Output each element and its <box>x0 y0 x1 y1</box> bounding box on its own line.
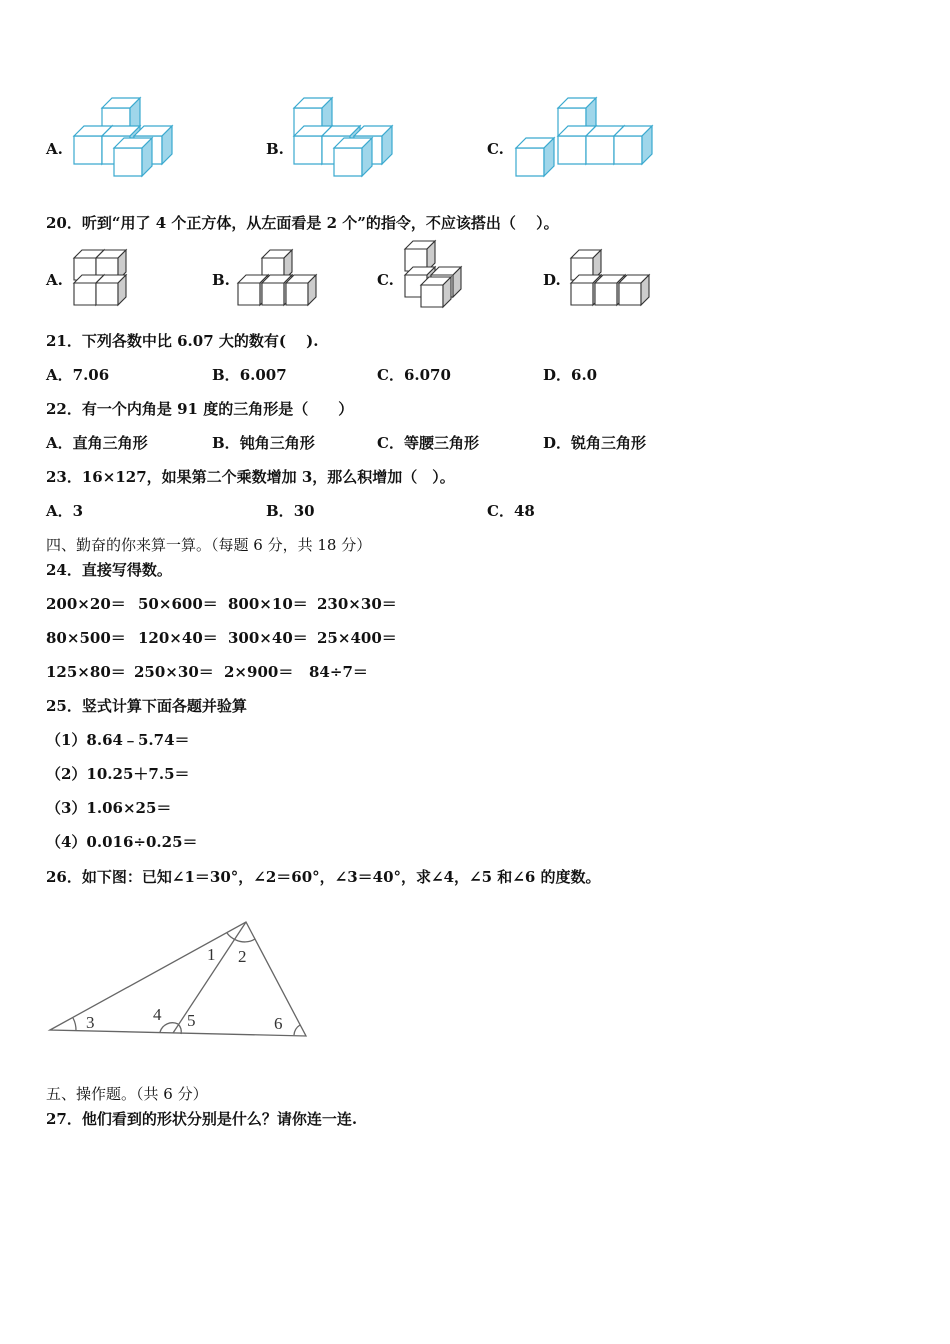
q23-option-c-text: 48 <box>513 502 535 520</box>
section-5-title: 五、操作题。（共 6 分） <box>46 1085 208 1103</box>
q25-item-4: （4）0.016÷0.25＝ <box>46 833 198 851</box>
q24-r3-c3: 2×900＝ <box>224 663 294 681</box>
angle-label-1: 1 <box>207 945 216 964</box>
q21-stem: 21．下列各数中比 6.07 大的数有( ). <box>46 332 319 350</box>
q23-stem: 23．16×127，如果第二个乘数增加 3，那么积增加（ ）。 <box>46 468 455 486</box>
q21-option-c-text: 6.070 <box>403 366 451 384</box>
q23-option-b-label: B． <box>266 502 294 520</box>
q20-stem: 20．听到“用了 4 个正方体，从左面看是 2 个”的指令，不应该搭出（ ）。 <box>46 214 559 232</box>
q21-option-d-text: 6.0 <box>571 366 598 384</box>
q20-option-a-label: A. <box>46 271 63 289</box>
q25-item-2: （2）10.25＋7.5＝ <box>46 765 190 783</box>
q20-option-b-label: B. <box>212 271 230 289</box>
q23-option-b-text: 30 <box>293 502 315 520</box>
angle-label-3: 3 <box>86 1013 95 1032</box>
q24-r1-c3: 800×10＝ <box>228 595 308 613</box>
q21-option-b-text: 6.007 <box>239 366 287 384</box>
q24-r2-c1: 80×500＝ <box>46 629 126 647</box>
q22-option-d-label: D． <box>543 434 572 452</box>
q20-option-c-label: C. <box>377 271 394 289</box>
q22-option-a-label: A． <box>46 434 73 452</box>
q24-r1-c4: 230×30＝ <box>317 595 397 613</box>
section-4-title: 四、勤奋的你来算一算。（每题 6 分，共 18 分） <box>46 536 372 554</box>
angle-label-5: 5 <box>187 1011 196 1030</box>
q24-r3-c2: 250×30＝ <box>134 663 214 681</box>
q24-r1-c2: 50×600＝ <box>138 595 218 613</box>
angle-label-6: 6 <box>274 1014 283 1033</box>
q25-item-1: （1）8.64﹣5.74＝ <box>46 731 190 749</box>
q21-option-a-label: A． <box>46 366 73 384</box>
q23-option-a-label: A． <box>46 502 73 520</box>
q21-option-b-label: B． <box>212 366 240 384</box>
angle-label-4: 4 <box>153 1005 162 1024</box>
q24-r1-c1: 200×20＝ <box>46 595 126 613</box>
q25-stem: 25．竖式计算下面各题并验算 <box>46 697 247 715</box>
angle-arc-3 <box>73 1018 76 1031</box>
q26-stem: 26．如下图：已知∠1＝30°，∠2＝60°，∠3＝40°，求∠4，∠5 和∠6 的度数。 <box>46 868 601 886</box>
q22-option-c-label: C． <box>377 434 404 452</box>
q24-r2-c3: 300×40＝ <box>228 629 308 647</box>
angle-arc-6 <box>294 1025 300 1035</box>
q19-option-c-label: C. <box>487 140 504 158</box>
q24-r3-c1: 125×80＝ <box>46 663 126 681</box>
angle-label-2: 2 <box>238 947 247 966</box>
q22-option-c-text: 等腰三角形 <box>403 434 479 452</box>
q22-option-d-text: 锐角三角形 <box>571 434 647 452</box>
q26-inner-segment <box>173 922 246 1033</box>
q23-option-a-text: 3 <box>72 502 84 520</box>
q21-option-d-label: D． <box>543 366 572 384</box>
q22-option-b-text: 钝角三角形 <box>239 434 315 452</box>
q24-r2-c2: 120×40＝ <box>138 629 218 647</box>
q21-option-c-label: C． <box>377 366 404 384</box>
angle-arc-2 <box>236 939 255 942</box>
q19-option-b-label: B. <box>266 140 284 158</box>
q21-option-a-text: 7.06 <box>72 366 110 384</box>
q24-r3-c4: 84÷7＝ <box>309 663 368 681</box>
q23-option-c-label: C． <box>487 502 514 520</box>
q24-r2-c4: 25×400＝ <box>317 629 397 647</box>
q25-item-3: （3）1.06×25＝ <box>46 799 172 817</box>
q24-stem: 24．直接写得数。 <box>46 561 172 579</box>
q22-option-b-label: B． <box>212 434 240 452</box>
q22-option-a-text: 直角三角形 <box>72 434 148 452</box>
q20-option-d-label: D. <box>543 271 561 289</box>
q22-stem: 22．有一个内角是 91 度的三角形是（ ） <box>46 400 354 418</box>
angle-arc-1 <box>227 933 236 940</box>
q19-option-a-label: A. <box>46 140 63 158</box>
q27-stem: 27．他们看到的形状分别是什么？请你连一连. <box>46 1110 358 1128</box>
